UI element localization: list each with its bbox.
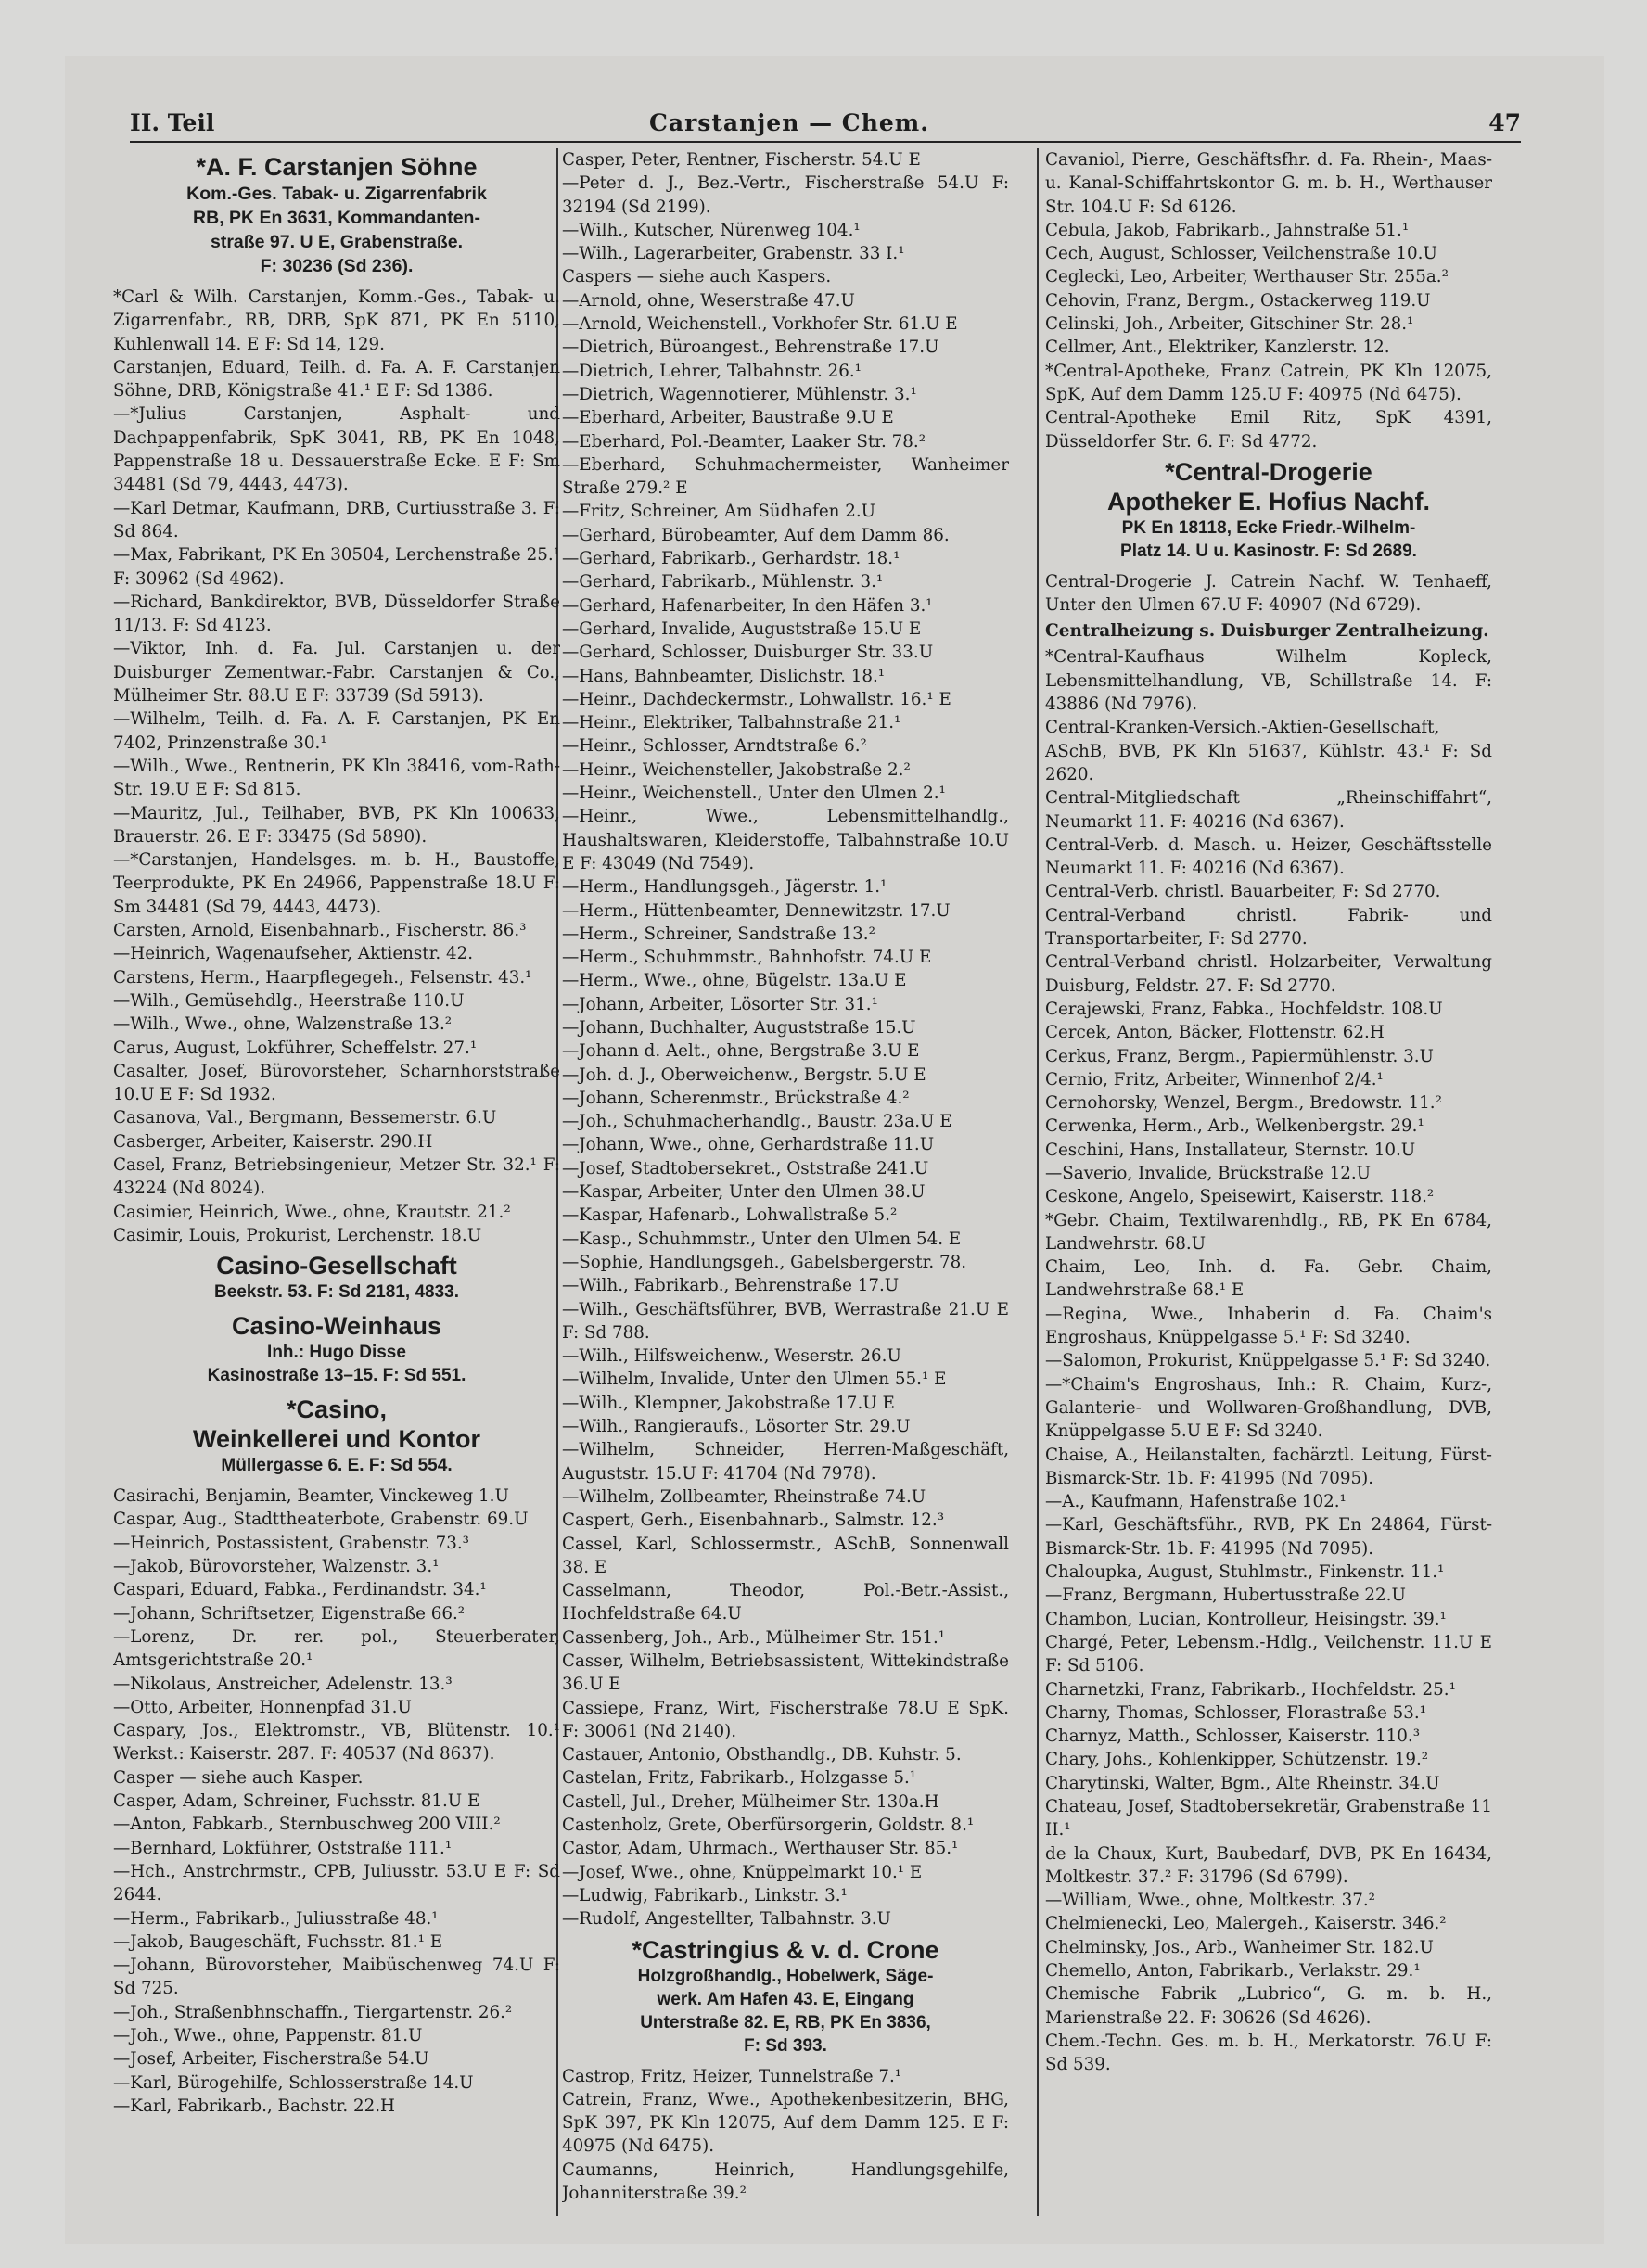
directory-entry: —Herm., Schuhmmstr., Bahnhofstr. 74.U E (562, 948, 932, 968)
directory-entry: Castauer, Antonio, Obsthandlg., DB. Kuhstr. 5. (562, 1745, 962, 1765)
directory-entry: *Central-Apotheke, Franz Catrein, PK Kln 12075, SpK, Auf dem Damm 125.U F: 40975 (Nd 6475). (1045, 361, 1492, 404)
advertisement (113, 1251, 560, 1304)
directory-entry: Charny, Thomas, Schlosser, Florastraße 53.¹ (1045, 1702, 1427, 1723)
directory-entry: Chargé, Peter, Lebensm.-Hdlg., Veilchenstr. 11.U E F: Sd 5106. (1045, 1632, 1492, 1676)
directory-entry: Chaim, Leo, Inh. d. Fa. Gebr. Chaim, Landwehrstraße 68.¹ E (1045, 1257, 1492, 1301)
ad-line: werk. Am Hafen 43. E, Eingang (657, 1989, 914, 2009)
ad-line: Unterstraße 82. E, RB, PK En 3836, (640, 2012, 931, 2032)
directory-entry: —Josef, Stadtobersekret., Oststraße 241.U (562, 1158, 929, 1179)
ad-line: PK En 18118, Ecke Friedr.-Wilhelm- (1121, 517, 1416, 538)
directory-entry: —Wilh., Klempner, Jakobstraße 17.U E (562, 1393, 895, 1413)
directory-entry: —Heinrich, Wagenaufseher, Aktienstr. 42. (113, 944, 474, 964)
directory-entry: —*Chaim's Engroshaus, Inh.: R. Chaim, Kurz-, Galanterie- und Wollwaren-Großhandlung, DVB, Knüppelgasse 5.U E F: Sd 3240. (1045, 1374, 1492, 1442)
directory-entry: —Wilh., Fabrikarb., Behrenstraße 17.U (562, 1276, 900, 1296)
directory-entry: —Dietrich, Wagennotierer, Mühlenstr. 3.¹ (562, 384, 917, 404)
directory-entry: —Max, Fabrikant, PK En 30504, Lerchenstraße 25.¹ F: 30962 (Sd 4962). (113, 545, 560, 589)
directory-entry: —Wilh., Gemüsehdlg., Heerstraße 110.U (113, 990, 465, 1011)
section-label: II. Teil (130, 109, 215, 136)
directory-entry: —Kasp., Schuhmmstr., Unter den Ulmen 54. E (562, 1229, 962, 1249)
directory-entry: Casel, Franz, Betriebsingenieur, Metzer Str. 32.¹ F: 43224 (Nd 8024). (113, 1154, 560, 1199)
directory-entry: Caumanns, Heinrich, Handlungsgehilfe, Johanniterstraße 39.² (562, 2160, 1009, 2204)
ad-line: Kom.-Ges. Tabak- u. Zigarrenfabrik (186, 184, 487, 204)
directory-entry: Central-Drogerie J. Catrein Nachf. W. Tenhaeff, Unter den Ulmen 67.U F: 40907 (Nd 6729). (1045, 571, 1492, 616)
ad-title: *A. F. Carstanjen Söhne (196, 153, 478, 181)
directory-entry: —Jakob, Baugeschäft, Fuchsstr. 81.¹ E (113, 1931, 443, 1952)
directory-entry: —Gerhard, Invalide, Auguststraße 15.U E (562, 618, 922, 639)
directory-entry: Charytinski, Walter, Bgm., Alte Rheinstr. 34.U (1045, 1773, 1440, 1793)
directory-entry: Caspar, Aug., Stadttheaterbote, Grabenstr. 69.U (113, 1510, 529, 1530)
directory-entry: Casser, Wilhelm, Betriebsassistent, Wittekindstraße 36.U E (562, 1651, 1009, 1695)
directory-entry: —Herm., Schreiner, Sandstraße 13.² (562, 924, 875, 944)
directory-entry: Cerwenka, Herm., Arb., Welkenbergstr. 29.¹ (1045, 1116, 1424, 1137)
directory-entry: Catrein, Franz, Wwe., Apothekenbesitzerin, BHG, SpK 397, PK Kln 12075, Auf dem Damm 125. E F: 40975 (Nd 6475). (562, 2089, 1009, 2157)
directory-entry: Charnetzki, Franz, Fabrikarb., Hochfeldstr. 25.¹ (1045, 1679, 1456, 1700)
directory-entry: —Heinr., Weichensteller, Jakobstraße 2.² (562, 759, 911, 780)
directory-entry: —Otto, Arbeiter, Honnenpfad 31.U (113, 1697, 412, 1717)
ad-line: Holzgroßhandlg., Hobelwerk, Säge- (637, 1966, 934, 1986)
directory-entry: —Kaspar, Hafenarb., Lohwallstraße 5.² (562, 1205, 898, 1226)
directory-entry: —A., Kaufmann, Hafenstraße 102.¹ (1045, 1492, 1347, 1512)
directory-entry: —Ludwig, Fabrikarb., Linkstr. 3.¹ (562, 1885, 848, 1905)
directory-entry: Cassiepe, Franz, Wirt, Fischerstraße 78.U E SpK. F: 30061 (Nd 2140). (562, 1698, 1009, 1741)
directory-entry: —Heinrich, Postassistent, Grabenstr. 73.³ (113, 1533, 469, 1553)
directory-entry: Cerkus, Franz, Bergm., Papiermühlenstr. 3.U (1045, 1046, 1434, 1066)
ad-title: Apotheker E. Hofius Nachf. (1106, 487, 1431, 516)
directory-entry: —Joh., Schuhmacherhandlg., Baustr. 23a.U E (562, 1112, 952, 1132)
directory-entry: Central-Mitgliedschaft „Rheinschiffahrt“, Neumarkt 11. F: 40216 (Nd 6367). (1045, 788, 1492, 832)
directory-entry: —Heinr., Dachdeckermstr., Lohwallstr. 16.¹ E (562, 689, 951, 709)
directory-entry: Casanova, Val., Bergmann, Bessemerstr. 6.U (113, 1108, 497, 1128)
directory-entry: —Gerhard, Bürobeamter, Auf dem Damm 86. (562, 525, 950, 545)
directory-entry: —Karl, Geschäftsführ., RVB, PK En 24864, Fürst-Bismarck-Str. 1b. F: 41995 (Nd 7095). (1045, 1515, 1492, 1559)
advertisement (1045, 457, 1492, 563)
directory-entry: Casimier, Heinrich, Wwe., ohne, Krautstr. 21.² (113, 1202, 511, 1222)
directory-entry: —Gerhard, Fabrikarb., Mühlenstr. 3.¹ (562, 572, 884, 592)
directory-entry: Casimir, Louis, Prokurist, Lerchenstr. 18.U (113, 1225, 482, 1245)
directory-entry: Caspari, Eduard, Fabka., Ferdinandstr. 34.¹ (113, 1580, 487, 1600)
directory-entry: —Kaspar, Arbeiter, Unter den Ulmen 38.U (562, 1182, 926, 1203)
directory-entry: Cehovin, Franz, Bergm., Ostackerweg 119.U (1045, 290, 1431, 311)
directory-entry: —Johann, Buchhalter, Auguststraße 15.U (562, 1017, 916, 1038)
directory-entry: Castenholz, Grete, Oberfürsorgerin, Goldstr. 8.¹ (562, 1816, 975, 1836)
directory-entry: —Dietrich, Lehrer, Talbahnstr. 26.¹ (562, 361, 862, 381)
directory-entry: —Wilh., Wwe., Rentnerin, PK Kln 38416, vom-Rath-Str. 19.U E F: Sd 815. (113, 756, 560, 800)
cross-reference-heading: Centralheizung s. Duisburger Zentralheizung. (1045, 621, 1489, 642)
directory-entry: —Lorenz, Dr. rer. pol., Steuerberater, Amtsgerichtstraße 20.¹ (113, 1626, 560, 1671)
ad-line: Müllergasse 6. E. F: Sd 554. (221, 1456, 453, 1476)
directory-entry: Chelminsky, Jos., Arb., Wanheimer Str. 182.U (1045, 1937, 1434, 1957)
directory-entry: —Hans, Bahnbeamter, Dislichstr. 18.¹ (562, 666, 886, 686)
directory-entry: —Joh., Wwe., ohne, Pappenstr. 81.U (113, 2026, 423, 2045)
directory-entry: Cercek, Anton, Bäcker, Flottenstr. 62.H (1045, 1023, 1385, 1043)
directory-entry: Castrop, Fritz, Heizer, Tunnelstraße 7.¹ (562, 2066, 902, 2086)
ad-title: *Casino, (286, 1395, 388, 1424)
directory-entry: —Arnold, ohne, Weserstraße 47.U (562, 290, 855, 311)
directory-entry: Chemische Fabrik „Lubrico“, G. m. b. H., Marienstraße 22. F: 30626 (Sd 4626). (1045, 1984, 1492, 2028)
directory-entry: Castor, Adam, Uhrmach., Werthauser Str. 85.¹ (562, 1839, 959, 1859)
directory-entry: —Joh. d. J., Oberweichenw., Bergstr. 5.U E (562, 1064, 926, 1085)
directory-entry: —Arnold, Weichenstell., Vorkhofer Str. 61.U E (562, 314, 958, 335)
directory-entry: —Herm., Handlungsgeh., Jägerstr. 1.¹ (562, 877, 887, 898)
directory-entry: —Heinr., Schlosser, Arndtstraße 6.² (562, 736, 867, 757)
directory-entry: —Nikolaus, Anstreicher, Adelenstr. 13.³ (113, 1674, 453, 1694)
directory-entry: —Sophie, Handlungsgeh., Gabelsbergerstr. 78. (562, 1252, 967, 1272)
ad-line: Inh.: Hugo Disse (267, 1343, 406, 1363)
ad-line: RB, PK En 3631, Kommandanten- (193, 208, 480, 228)
directory-entry: Casper, Peter, Rentner, Fischerstr. 54.U E (562, 150, 921, 170)
directory-entry: —Wilh., Geschäftsführer, BVB, Werrastraße 21.U E F: Sd 788. (562, 1299, 1009, 1343)
directory-entry: —Anton, Fabkarb., Sternbuschweg 200 VIII.² (113, 1815, 501, 1835)
directory-entry: —Wilh., Wwe., ohne, Walzenstraße 13.² (113, 1014, 453, 1035)
column-2 (562, 148, 1009, 2225)
directory-entry: Chelmienecki, Leo, Malergeh., Kaiserstr. 346.² (1045, 1914, 1447, 1934)
directory-entry: —Richard, Bankdirektor, BVB, Düsseldorfer Straße 11/13. F: Sd 4123. (113, 592, 560, 636)
directory-entry: Castell, Jul., Dreher, Mülheimer Str. 130a.H (562, 1791, 939, 1812)
directory-entry: Chaise, A., Heilanstalten, fachärztl. Leitung, Fürst-Bismarck-Str. 1b. F: 41995 (Nd 7095). (1045, 1445, 1492, 1488)
directory-entry: Cellmer, Ant., Elektriker, Kanzlerstr. 12. (1045, 338, 1390, 358)
directory-entry: Chambon, Lucian, Kontrolleur, Heisingstr. 39.¹ (1045, 1609, 1447, 1629)
directory-entry: Casper — siehe auch Kasper. (113, 1767, 364, 1788)
directory-entry: —Johann d. Aelt., ohne, Bergstraße 3.U E (562, 1041, 920, 1062)
directory-entry: —Wilh., Kutscher, Nürenweg 104.¹ (562, 220, 861, 240)
directory-entry: Ceschini, Hans, Installateur, Sternstr. 10.U (1045, 1140, 1416, 1160)
directory-entry: —Josef, Wwe., ohne, Knüppelmarkt 10.¹ E (562, 1862, 923, 1882)
directory-entry: Cech, August, Schlosser, Veilchenstraße 10.U (1045, 244, 1437, 264)
directory-entry: —Eberhard, Schuhmachermeister, Wanheimer Straße 279.² E (562, 454, 1009, 499)
directory-entry: Chem.-Techn. Ges. m. b. H., Merkatorstr. 76.U F: Sd 539. (1045, 2031, 1492, 2075)
directory-entry: —*Julius Carstanjen, Asphalt- und Dachpappenfabrik, SpK 3041, RB, PK En 1048, Pappenstraße 18 u. Dessauerstraße Ecke. E F: Sm 34481 (Sd 79, 4443, 4473). (113, 404, 560, 495)
directory-entry: —Salomon, Prokurist, Knüppelgasse 5.¹ F: Sd 3240. (1045, 1351, 1491, 1371)
directory-entry: *Carl & Wilh. Carstanjen, Komm.-Ges., Tabak- u. Zigarrenfabr., RB, DRB, SpK 871, PK En 5110, Kuhlenwall 14. E F: Sd 14, 129. (113, 287, 560, 354)
directory-entry: —Johann, Wwe., ohne, Gerhardstraße 11.U (562, 1135, 935, 1155)
ad-title: Weinkellerei und Kontor (192, 1425, 481, 1454)
directory-entry: —Johann, Arbeiter, Lösorter Str. 31.¹ (562, 994, 878, 1014)
directory-entry: Ceglecki, Leo, Arbeiter, Werthauser Str. 255a.² (1045, 267, 1449, 287)
ad-line: Kasinostraße 13–15. F: Sd 551. (207, 1366, 466, 1386)
directory-entry: —Wilh., Lagerarbeiter, Grabenstr. 33 I.¹ (562, 244, 905, 264)
advertisement (113, 1311, 560, 1387)
directory-entry: Central-Verb. d. Masch. u. Heizer, Geschäftsstelle Neumarkt 11. F: 40216 (Nd 6367). (1045, 835, 1492, 879)
directory-entry: —Wilh., Hilfsweichenw., Weserstr. 26.U (562, 1346, 901, 1367)
column-3 (1045, 148, 1492, 2225)
directory-entry: Charnyz, Matth., Schlosser, Kaiserstr. 110.³ (1045, 1726, 1421, 1747)
directory-entry: —Saverio, Invalide, Brückstraße 12.U (1045, 1163, 1372, 1183)
directory-entry: *Gebr. Chaim, Textilwarenhdlg., RB, PK En 6784, Landwehrstr. 68.U (1045, 1210, 1492, 1254)
directory-entry: Central-Verb. christl. Bauarbeiter, F: Sd 2770. (1045, 882, 1441, 902)
directory-entry: —Heinr., Elektriker, Talbahnstraße 21.¹ (562, 713, 901, 733)
advertisement (113, 152, 560, 278)
directory-entry: Caspary, Jos., Elektromstr., VB, Blütenstr. 10.¹ Werkst.: Kaiserstr. 287. F: 40537 (Nd 8637). (113, 1721, 560, 1765)
directory-entry: —Wilhelm, Teilh. d. Fa. A. F. Carstanjen, PK En 7402, Prinzenstraße 30.¹ (113, 709, 560, 753)
directory-entry: Casirachi, Benjamin, Beamter, Vinckeweg 1.U (113, 1486, 509, 1507)
directory-entry: Central-Verband christl. Fabrik- und Transportarbeiter, F: Sd 2770. (1045, 905, 1492, 949)
advertisement (562, 1935, 1009, 2058)
directory-entry: Castelan, Fritz, Fabrikarb., Holzgasse 5.¹ (562, 1768, 917, 1789)
header-rule (130, 141, 1521, 143)
directory-entry: —William, Wwe., ohne, Moltkestr. 37.² (1045, 1891, 1375, 1911)
directory-entry: —Peter d. J., Bez.-Vertr., Fischerstraße 54.U F: 32194 (Sd 2199). (562, 173, 1009, 217)
directory-entry: *Central-Kaufhaus Wilhelm Kopleck, Lebensmittelhandlung, VB, Schillstraße 14. F: 43886 (Nd 7976). (1045, 647, 1492, 715)
directory-entry: Carstens, Herm., Haarpflegegeh., Felsenstr. 43.¹ (113, 967, 532, 987)
directory-entry: —Gerhard, Fabrikarb., Gerhardstr. 18.¹ (562, 549, 900, 569)
directory-entry: —Johann, Schriftsetzer, Eigenstraße 66.² (113, 1603, 466, 1624)
column-1 (113, 148, 560, 2225)
directory-entry: Celinski, Joh., Arbeiter, Gitschiner Str. 28.¹ (1045, 314, 1414, 335)
directory-entry: —Regina, Wwe., Inhaberin d. Fa. Chaim's Engroshaus, Knüppelgasse 5.¹ F: Sd 3240. (1045, 1304, 1492, 1348)
directory-entry: —Herm., Fabrikarb., Juliusstraße 48.¹ (113, 1908, 439, 1929)
directory-entry: Chaloupka, August, Stuhlmstr., Finkenstr. 11.¹ (1045, 1562, 1445, 1583)
directory-entry: —Bernhard, Lokführer, Oststraße 111.¹ (113, 1838, 453, 1858)
page-number: 47 (1488, 109, 1521, 136)
page-title: Carstanjen — Chem. (649, 109, 929, 136)
directory-entry: —Jakob, Bürovorsteher, Walzenstr. 3.¹ (113, 1557, 440, 1577)
directory-entry: —Joh., Straßenbhnschaffn., Tiergartenstr. 26.² (113, 2002, 513, 2022)
running-head (130, 109, 1521, 141)
directory-entry: —Rudolf, Angestellter, Talbahnstr. 3.U (562, 1909, 891, 1930)
directory-entry: —Gerhard, Hafenarbeiter, In den Häfen 3.¹ (562, 595, 933, 616)
directory-entry: Caspers — siehe auch Kaspers. (562, 267, 832, 287)
directory-entry: —Wilh., Rangieraufs., Lösorter Str. 29.U (562, 1417, 911, 1437)
ad-title: *Central-Drogerie (1165, 457, 1372, 486)
directory-entry: —Heinr., Weichenstell., Unter den Ulmen 2.¹ (562, 784, 946, 804)
directory-entry: —Wilhelm, Invalide, Unter den Ulmen 55.¹ E (562, 1370, 947, 1390)
directory-entry: Carus, August, Lokführer, Scheffelstr. 27.¹ (113, 1038, 478, 1058)
directory-entry: —Johann, Scherenmstr., Brückstraße 4.² (562, 1088, 910, 1108)
directory-entry: —Mauritz, Jul., Teilhaber, BVB, PK Kln 100633, Brauerstr. 26. E F: 33475 (Sd 5890). (113, 803, 560, 847)
directory-entry: Chemello, Anton, Fabrikarb., Verlakstr. 29.¹ (1045, 1961, 1421, 1981)
directory-entry: —Herm., Wwe., ohne, Bügelstr. 13a.U E (562, 971, 907, 991)
directory-entry: Cebula, Jakob, Fabrikarb., Jahnstraße 51.¹ (1045, 220, 1410, 240)
ad-title: Casino-Weinhaus (231, 1312, 442, 1341)
directory-entry: —Heinr., Wwe., Lebensmittelhandlg., Haushaltswaren, Kleiderstoffe, Talbahnstraße 10.U E F: 43049 (Nd 7549). (562, 807, 1009, 873)
directory-entry: —Hch., Anstrchrmstr., CPB, Juliusstr. 53.U E F: Sd 2644. (113, 1861, 560, 1905)
directory-entry: —Karl Detmar, Kaufmann, DRB, Curtiusstraße 3. F: Sd 864. (113, 498, 560, 542)
directory-entry: de la Chaux, Kurt, Baubedarf, DVB, PK En 16434, Moltkestr. 37.² F: 31796 (Sd 6799). (1045, 1843, 1492, 1887)
directory-entry: Carstanjen, Eduard, Teilh. d. Fa. A. F. Carstanjen Söhne, DRB, Königstraße 41.¹ E F: Sd 1386. (113, 357, 560, 401)
directory-entry: —Herm., Hüttenbeamter, Dennewitzstr. 17.U (562, 900, 951, 921)
directory-entry: —Viktor, Inh. d. Fa. Jul. Carstanjen u. der Duisburger Zementwar.-Fabr. Carstanjen & Co., Mülheimer Str. 88.U E F: 33739 (Sd 5913). (113, 639, 560, 707)
directory-entry: Casper, Adam, Schreiner, Fuchsstr. 81.U E (113, 1791, 480, 1812)
directory-entry: Casberger, Arbeiter, Kaiserstr. 290.H (113, 1131, 433, 1152)
ad-line: Platz 14. U u. Kasinostr. F: Sd 2689. (1120, 541, 1417, 561)
directory-entry: —Johann, Bürovorsteher, Maibüschenweg 74.U F: Sd 725. (113, 1956, 560, 1999)
directory-entry: Cernio, Fritz, Arbeiter, Winnenhof 2/4.¹ (1045, 1069, 1384, 1089)
column-divider (1037, 148, 1039, 2216)
directory-entry: Caspert, Gerh., Eisenbahnarb., Salmstr. 12.³ (562, 1510, 945, 1531)
directory-entry: Ceskone, Angelo, Speisewirt, Kaiserstr. 118.² (1045, 1187, 1435, 1207)
directory-entry: —Gerhard, Schlosser, Duisburger Str. 33.U (562, 643, 934, 663)
directory-entry: —Franz, Bergmann, Hubertusstraße 22.U (1045, 1586, 1406, 1606)
advertisement (113, 1395, 560, 1477)
ad-line: F: Sd 393. (744, 2035, 827, 2056)
directory-entry: —Karl, Fabrikarb., Bachstr. 22.H (113, 2096, 395, 2116)
directory-entry: Cavaniol, Pierre, Geschäftsfhr. d. Fa. Rhein-, Maas- u. Kanal-Schiffahrtskontor G. m. b. H., Werthauser Str. 104.U F: Sd 6126. (1045, 150, 1492, 217)
ad-line: F: 30236 (Sd 236). (260, 256, 414, 276)
directory-entry: Cassenberg, Joh., Arb., Mülheimer Str. 151.¹ (562, 1627, 946, 1648)
directory-entry: —Wilhelm, Schneider, Herren-Maßgeschäft, Auguststr. 15.U F: 41704 (Nd 7978). (562, 1440, 1009, 1484)
directory-entry: —*Carstanjen, Handelsges. m. b. H., Baustoffe, Teerprodukte, PK En 24966, Pappenstraße 18.U F: Sm 34481 (Sd 79, 4443, 4473). (113, 850, 560, 917)
directory-entry: —Josef, Arbeiter, Fischerstraße 54.U (113, 2049, 429, 2070)
ad-line: Beekstr. 53. F: Sd 2181, 4833. (213, 1282, 460, 1303)
directory-entry: —Karl, Bürogehilfe, Schlosserstraße 14.U (113, 2072, 474, 2093)
directory-entry: Cerajewski, Franz, Fabka., Hochfeldstr. 108.U (1045, 999, 1443, 1019)
directory-entry: —Dietrich, Büroangest., Behrenstraße 17.U (562, 338, 939, 358)
directory-entry: Cernohorsky, Wenzel, Bergm., Bredowstr. 11.² (1045, 1093, 1442, 1114)
directory-entry: Carsten, Arnold, Eisenbahnarb., Fischerstr. 86.³ (113, 921, 527, 941)
directory-entry: Central-Kranken-Versich.-Aktien-Gesellschaft, ASchB, BVB, PK Kln 51637, Kühlstr. 43.¹ F: Sd 2620. (1045, 718, 1492, 784)
directory-entry: —Eberhard, Arbeiter, Baustraße 9.U E (562, 408, 894, 428)
ad-title: *Castringius & v. d. Crone (632, 1935, 939, 1964)
directory-entry: Central-Verband christl. Holzarbeiter, Verwaltung Duisburg, Feldstr. 27. F: Sd 2770. (1045, 952, 1492, 996)
directory-entry: Chateau, Josef, Stadtobersekretär, Grabenstraße 11 II.¹ (1045, 1797, 1492, 1841)
directory-entry: Central-Apotheke Emil Ritz, SpK 4391, Düsseldorfer Str. 6. F: Sd 4772. (1045, 408, 1492, 452)
directory-entry: —Eberhard, Pol.-Beamter, Laaker Str. 78.² (562, 431, 926, 452)
ad-title: Casino-Gesellschaft (216, 1252, 457, 1281)
directory-entry: Casselmann, Theodor, Pol.-Betr.-Assist., Hochfeldstraße 64.U (562, 1581, 1009, 1625)
directory-entry: Cassel, Karl, Schlossermstr., ASchB, Sonnenwall 38. E (562, 1534, 1009, 1577)
ad-line: straße 97. U E, Grabenstraße. (210, 232, 464, 252)
directory-entry: —Wilhelm, Zollbeamter, Rheinstraße 74.U (562, 1486, 926, 1507)
directory-entry: Casalter, Josef, Bürovorsteher, Scharnhorststraße 10.U E F: Sd 1932. (113, 1061, 560, 1105)
directory-entry: —Fritz, Schreiner, Am Südhafen 2.U (562, 502, 876, 522)
directory-entry: Chary, Johs., Kohlenkipper, Schützenstr. 19.² (1045, 1750, 1429, 1770)
